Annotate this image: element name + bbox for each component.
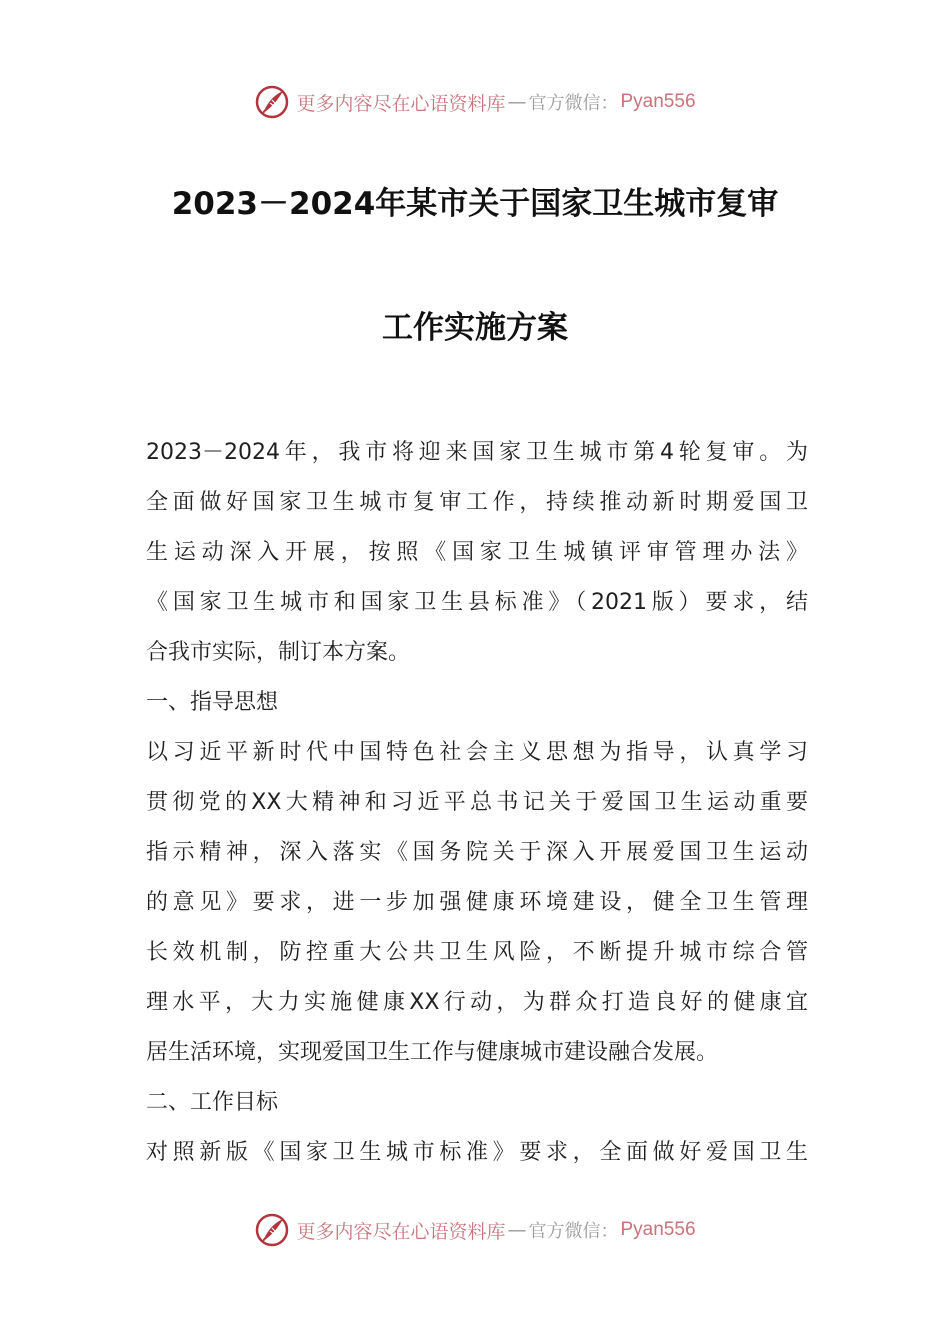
banner-wechat-id: Pyan556 xyxy=(620,91,696,112)
body-line: 指示精神，深入落实《国务院关于深入开展爱国卫生运动 xyxy=(146,840,808,865)
body-line: 对照新版《国家卫生城市标准》要求，全面做好爱国卫生 xyxy=(146,1140,808,1165)
banner-brand-text: 更多内容尽在心语资料库 xyxy=(296,1220,506,1243)
section-heading-work-goals: 二、工作目标 xyxy=(146,1090,279,1115)
document-body xyxy=(146,428,808,1178)
body-line: 生运动深入开展，按照《国家卫生城镇评审管理办法》 xyxy=(146,540,808,565)
body-line: 贯彻党的XX大精神和习近平总书记关于爱国卫生运动重要 xyxy=(146,790,808,815)
banner-official-label: 官方微信： xyxy=(528,93,619,114)
banner-dash: — xyxy=(507,1219,527,1241)
body-line: 《国家卫生城市和国家卫生县标准》（2021版）要求，结 xyxy=(146,590,808,615)
document-title-line-1: 2023－2024年某市关于国家卫生城市复审 xyxy=(171,186,779,222)
body-line: 居生活环境，实现爱国卫生工作与健康城市建设融合发展。 xyxy=(146,1040,719,1065)
feather-pen-logo-icon xyxy=(254,84,290,120)
feather-pen-logo-icon xyxy=(254,1212,290,1248)
banner-brand-text: 更多内容尽在心语资料库 xyxy=(296,92,506,115)
banner-official-label: 官方微信： xyxy=(528,1221,619,1242)
section-heading-guiding-ideology: 一、指导思想 xyxy=(146,690,279,715)
body-line: 合我市实际，制订本方案。 xyxy=(146,640,411,665)
document-title-line-2: 工作实施方案 xyxy=(382,310,568,346)
header-banner xyxy=(0,82,950,122)
body-line: 理水平，大力实施健康XX行动，为群众打造良好的健康宜 xyxy=(146,990,808,1015)
banner-dash: — xyxy=(507,91,527,113)
banner-wechat-id: Pyan556 xyxy=(620,1219,696,1240)
body-line: 全面做好国家卫生城市复审工作，持续推动新时期爱国卫 xyxy=(146,490,808,515)
body-line: 的意见》要求，进一步加强健康环境建设，健全卫生管理 xyxy=(146,890,808,915)
body-line: 2023－2024年，我市将迎来国家卫生城市第4轮复审。为 xyxy=(146,440,808,465)
footer-banner xyxy=(0,1210,950,1250)
body-line: 以习近平新时代中国特色社会主义思想为指导，认真学习 xyxy=(146,740,808,765)
body-line: 长效机制，防控重大公共卫生风险，不断提升城市综合管 xyxy=(146,940,808,965)
